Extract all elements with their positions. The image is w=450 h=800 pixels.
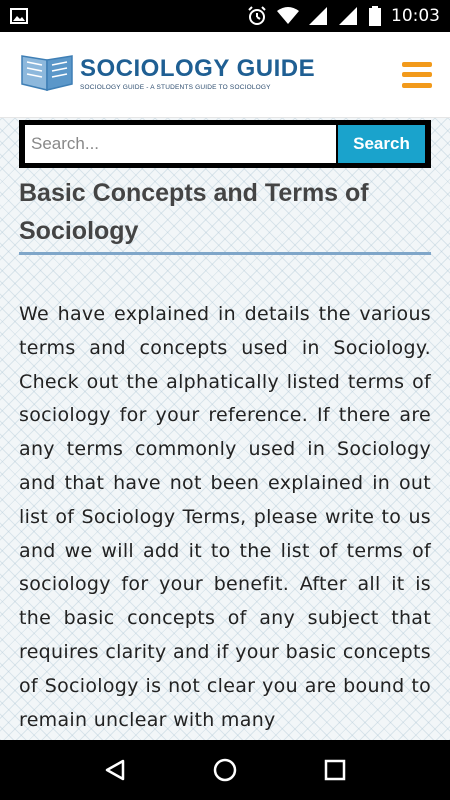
main-content xyxy=(0,118,450,740)
logo-title: SOCIOLOGY GUIDE xyxy=(80,55,316,83)
image-notification-icon xyxy=(10,8,28,24)
back-icon[interactable] xyxy=(95,750,135,790)
signal-icon xyxy=(339,7,359,25)
search-button[interactable]: Search xyxy=(338,125,425,163)
site-header xyxy=(0,32,450,118)
status-bar xyxy=(0,0,450,32)
battery-icon xyxy=(369,6,381,26)
android-nav-bar xyxy=(0,740,450,800)
open-book-icon xyxy=(20,52,74,97)
clock-time: 10:03 xyxy=(391,6,440,26)
alarm-icon xyxy=(247,6,267,26)
logo-tagline: SOCIOLOGY GUIDE - A STUDENTS GUIDE TO SOCIOLOGY xyxy=(80,84,271,92)
page-title: Basic Concepts and Terms of Sociology xyxy=(19,179,369,245)
title-divider xyxy=(19,252,431,255)
wifi-icon xyxy=(277,7,299,25)
search-bar xyxy=(19,120,431,168)
search-input[interactable] xyxy=(25,125,336,163)
home-icon[interactable] xyxy=(205,750,245,790)
hamburger-icon[interactable] xyxy=(402,62,432,88)
site-logo[interactable] xyxy=(20,52,315,97)
signal-icon xyxy=(309,7,329,25)
recents-icon[interactable] xyxy=(315,750,355,790)
article-body: We have explained in details the various terms and concepts used in Sociology. Check out the alphatically listed terms of sociology for your reference. If there are any terms commonly used in Sociology and that have not been explained in out list of Sociology Terms, please write to us and we will add it to the list of terms of sociology for your benefit. After all it is the basic concepts of any subject that requires clarity and if your basic concepts of Sociology is not clear you are bound to remain unclear with many xyxy=(19,303,431,731)
